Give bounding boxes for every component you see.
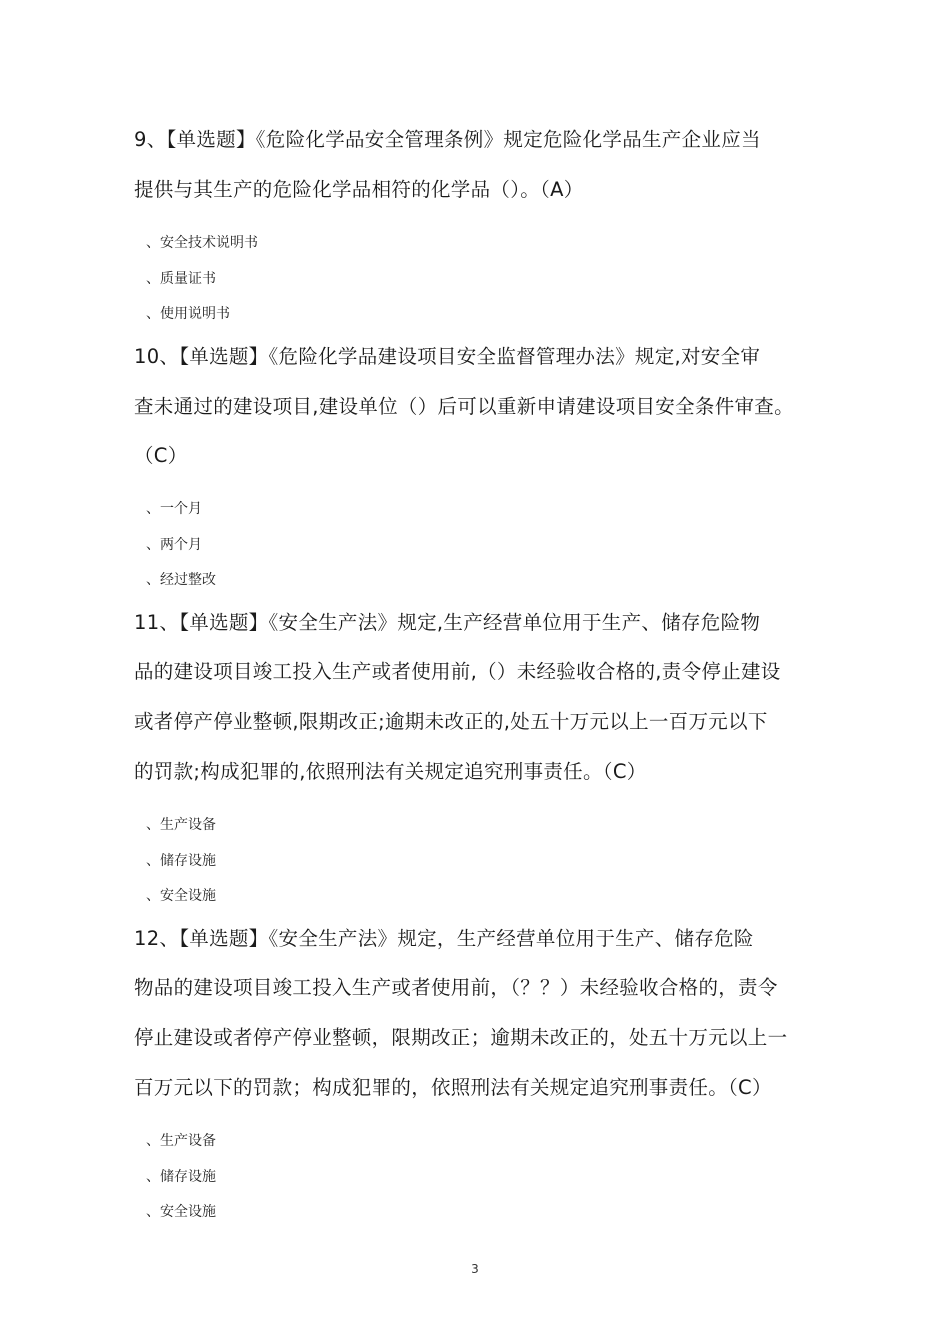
question-10-option-1: 、一个月 [146, 501, 202, 517]
question-12-line-4: 百万元以下的罚款；构成犯罪的，依照刑法有关规定追究刑事责任。（C） [134, 1076, 772, 1099]
question-9-option-3: 、使用说明书 [146, 306, 230, 322]
question-10-line-1: 10、【单选题】《危险化学品建设项目安全监督管理办法》规定,对安全审 [134, 345, 761, 368]
question-12-option-3: 、安全设施 [146, 1204, 216, 1220]
question-9-line-2: 提供与其生产的危险化学品相符的化学品（）。（A） [134, 178, 584, 201]
question-11-line-2: 品的建设项目竣工投入生产或者使用前,（）未经验收合格的,责令停止建设 [134, 660, 781, 683]
question-9-option-2: 、质量证书 [146, 271, 216, 287]
question-12-option-1: 、生产设备 [146, 1133, 216, 1149]
question-12-line-1: 12、【单选题】《安全生产法》规定，生产经营单位用于生产、储存危险 [134, 927, 754, 950]
question-12-line-3: 停止建设或者停产停业整顿，限期改正；逾期未改正的，处五十万元以上一 [134, 1026, 788, 1049]
page-number: 3 [471, 1262, 479, 1276]
question-11-line-4: 的罚款;构成犯罪的,依照刑法有关规定追究刑事责任。（C） [134, 760, 647, 783]
question-11-option-2: 、储存设施 [146, 853, 216, 869]
question-11-line-3: 或者停产停业整顿,限期改正;逾期未改正的,处五十万元以上一百万元以下 [134, 710, 768, 733]
question-12-option-2: 、储存设施 [146, 1169, 216, 1185]
question-11-option-1: 、生产设备 [146, 817, 216, 833]
question-10-option-3: 、经过整改 [146, 572, 216, 588]
question-10-option-2: 、两个月 [146, 537, 202, 553]
question-11-option-3: 、安全设施 [146, 888, 216, 904]
question-10-line-3: （C） [134, 444, 188, 467]
question-11-line-1: 11、【单选题】《安全生产法》规定,生产经营单位用于生产、储存危险物 [134, 611, 761, 634]
question-9-line-1: 9、【单选题】《危险化学品安全管理条例》规定危险化学品生产企业应当 [134, 128, 761, 151]
question-9-option-1: 、安全技术说明书 [146, 235, 258, 251]
question-12-line-2: 物品的建设项目竣工投入生产或者使用前，（？？）未经验收合格的，责令 [134, 976, 778, 999]
question-10-line-2: 查未通过的建设项目,建设单位（）后可以重新申请建设项目安全条件审查。 [134, 395, 794, 418]
